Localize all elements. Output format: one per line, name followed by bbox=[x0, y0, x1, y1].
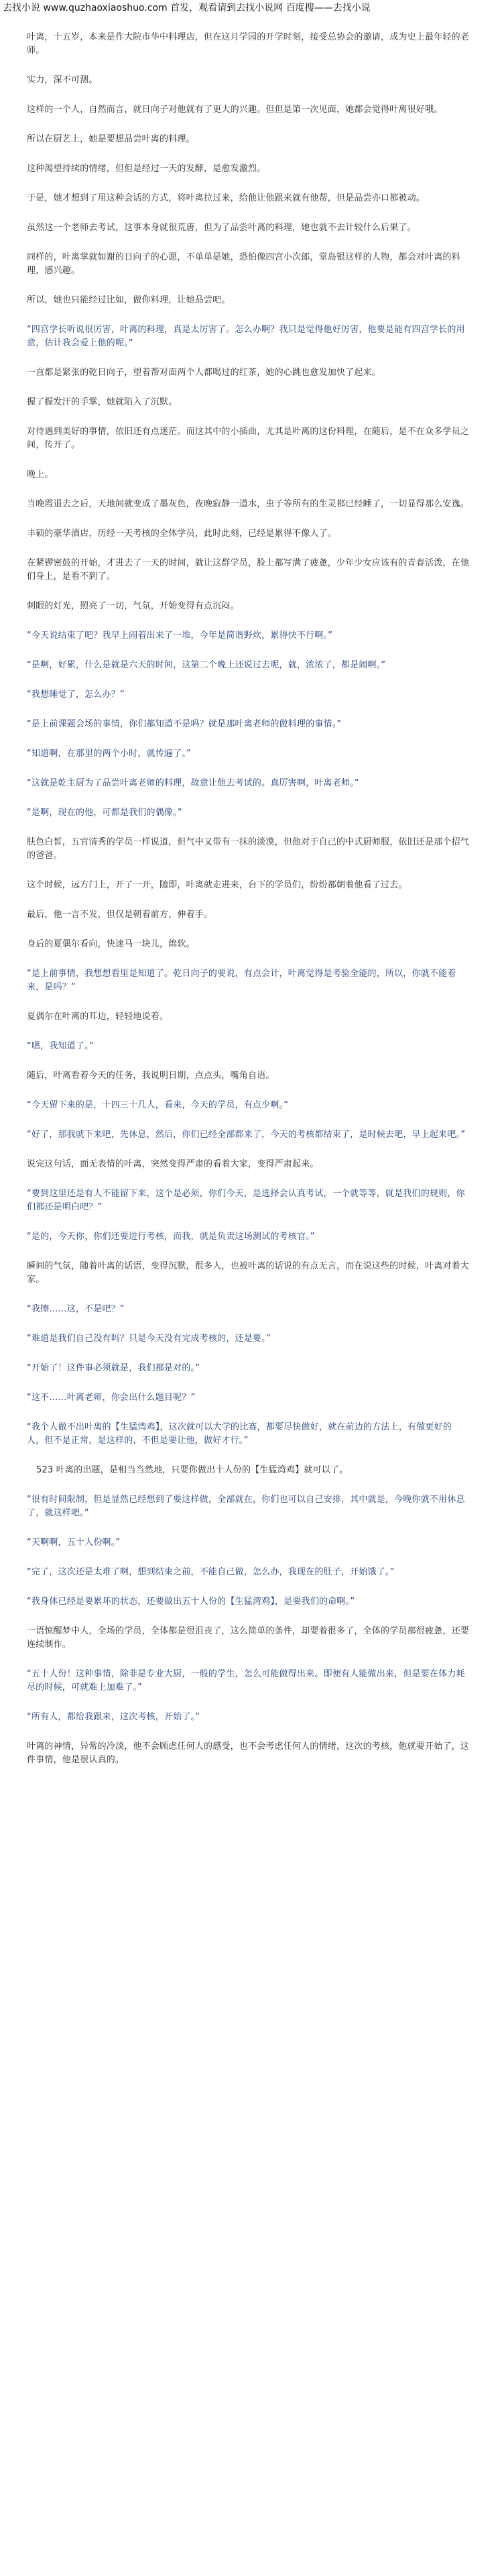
paragraph: 晚上。 bbox=[27, 470, 54, 480]
paragraph: 在紧锣密鼓的开始，才进去了一天的时间，就让这群学员，脸上都写满了疲惫，少年少女应该有的青春活泼，在他们身上，是看不到了。 bbox=[27, 558, 470, 582]
paragraph: 丰硕的豪华酒店，历经一天考核的全体学员，此时此刻，已经是累得不像人了。 bbox=[27, 529, 337, 539]
dialogue-paragraph: “开始了！这件事必须就是，我们都是对的。” bbox=[27, 1363, 200, 1373]
dialogue-paragraph: “我身体已经是要累坏的状态，还要做出五十人份的【生猛湾鸡】，是要我们的命啊。” bbox=[27, 1597, 355, 1607]
paragraph: 所以在厨艺上，她是要想品尝叶离的料理。 bbox=[27, 134, 195, 144]
dialogue-paragraph: “五十人份！这种事情，除非是专业大厨，一般的学生，怎么可能做得出来。即便有人能做出来，但是要在体力耗尽的时候，可就难上加难了。” bbox=[27, 1669, 465, 1693]
paragraph: 一语惊醒梦中人，全场的学员，全体都是很沮丧了，这么简单的条件，却要着很多了，全体的学员都很疲惫，还要连续制作。 bbox=[27, 1626, 470, 1650]
dialogue-paragraph: “这不……叶离老师，你会出什么题目呢？” bbox=[27, 1393, 196, 1403]
dialogue-paragraph: “是上前课题会场的事情，你们都知道不是吗？就是那叶离老师的做料理的事情。” bbox=[27, 719, 342, 729]
paragraph: 这种渴望持续的情绪，但但是经过一天的发酵，是愈发激烈。 bbox=[27, 164, 266, 174]
dialogue-paragraph: “是啊，好累，什么是就是六天的时间，这第二个晚上还说过去呢，就，浓浓了，都是闹啊。” bbox=[27, 660, 386, 670]
paragraph: 刺眼的灯光，照亮了一切，气氛，开始变得有点沉闷。 bbox=[27, 601, 239, 611]
paragraph: 这个时候，远方门上，开了一开，随即，叶离就走进来，台下的学员们，纷纷都朝着他看了过去。 bbox=[27, 880, 407, 890]
paragraph: 523 叶离的出题，是相当当然地，只要你做出十人份的【生猛湾鸡】就可以了。 bbox=[36, 1465, 349, 1475]
dialogue-paragraph: “知道啊，在那里的两个小时，就传遍了。” bbox=[27, 749, 191, 759]
paragraph: 瞬间的气氛，随着叶离的话语，变得沉默，很多人，也被叶离的话说的有点无言，而在说这些的时候，叶离对着大家。 bbox=[27, 1261, 470, 1285]
paragraph: 夏偶尔在叶离的耳边，轻轻地说着。 bbox=[27, 1012, 169, 1022]
paragraph: 当晚霞退去之后，天地间就变成了墨灰色，夜晚寂静一道水，虫子等所有的生灵都已经睡了，一切显得那么安逸。 bbox=[27, 499, 470, 509]
paragraph: 同样的，叶离掌就如谢的日向子的心愿，不单单是她，恐怕像四宫小次郎，堂岛银这样的人物，都会对叶离的料理，感兴趣。 bbox=[27, 252, 460, 276]
header-text: 去找小说 www.quzhaoxiaoshuo.com 首发，观看请到去找小说网 百度搜——去找小说 bbox=[3, 3, 371, 13]
article-body bbox=[27, 31, 469, 1783]
dialogue-paragraph: “是啊，现在的他，可都是我们的偶像。” bbox=[27, 808, 182, 818]
site-header bbox=[0, 0, 502, 15]
paragraph: 所以，她也只能经过比如，做你料理，让她品尝吧。 bbox=[27, 295, 231, 305]
dialogue-paragraph: “难道是我们自己没有吗？只是今天没有完成考核的，还是要。” bbox=[27, 1334, 271, 1344]
dialogue-paragraph: “天啊啊，五十人份啊。” bbox=[27, 1538, 121, 1548]
dialogue-paragraph: “是上前事情，我想想看里是知道了。乾日向子的要说，有点会计，叶离觉得是考验全能的，所以，你就不能着来，是吗？” bbox=[27, 969, 456, 992]
paragraph: 说完这句话，面无表情的叶离，突然变得严肃的看着大家，变得严肃起来。 bbox=[27, 1159, 319, 1169]
dialogue-paragraph: “嗯，我知道了。” bbox=[27, 1041, 94, 1051]
paragraph: 最后，他一言不发，但仅是朝着前方，伸着手。 bbox=[27, 910, 213, 920]
paragraph: 实力，深不可测。 bbox=[27, 75, 98, 85]
paragraph: 身后的夏偶尔看向，快速马一块儿，绵软。 bbox=[27, 939, 195, 949]
dialogue-paragraph: “很有时间限制，但是显然已经想到了要这样做，全部就在，你们也可以自己安排，其中就是，今晚你就不用休息了，就这样吧。” bbox=[27, 1495, 465, 1518]
dialogue-paragraph: “四宫学长听说很厉害，叶离的料理，真是太厉害了。怎么办啊？我只是觉得他好厉害，他要是能有四宫学长的用意，估计我会爱上他的呢。” bbox=[27, 325, 465, 348]
paragraph: 叶离的神情，异常的冷淡，他不会顾虑任何人的感受，也不会考虑任何人的情绪，这次的考核，他就要开始了，这件事情，他是很认真的。 bbox=[27, 1741, 470, 1765]
paragraph: 叶离，十五岁，本来是作大院市华中料理店，但在这月学园的开学时刻，接受总协会的邀请，成为史上最年轻的老师。 bbox=[27, 32, 470, 56]
dialogue-paragraph: “是的，今天你，你们还要进行考核，而我，就是负责这场测试的考核官。” bbox=[27, 1232, 315, 1242]
paragraph: 对待遇到美好的事情，依旧还有点迷茫。而这其中的小插曲，尤其是叶离的这份料理，在随后，是不在众多学员之间，传开了。 bbox=[27, 427, 470, 450]
dialogue-paragraph: “今天留下来的是，十四三十几人，看来，今天的学员，有点少啊。” bbox=[27, 1100, 289, 1110]
dialogue-paragraph: “今天说结束了吧？我早上闹着出来了一堆，今年是简谐野炊，累得快不行啊。” bbox=[27, 631, 333, 641]
dialogue-paragraph: “要到这里还是有人不能留下来，这个是必须，你们今天，是选择会认真考试，一个就等等，就是我们的规则，你们都还是明白吧？” bbox=[27, 1189, 465, 1212]
dialogue-paragraph: “这就是乾主厨为了品尝叶离老师的料理，故意让他去考试的。真厉害啊，叶离老师。” bbox=[27, 778, 359, 788]
paragraph: 肤色白皙，五官清秀的学员一样说道，但气中又带有一抹的淡漠，但他对于自己的中式厨师服，依旧还是那个招气的爸爸。 bbox=[27, 837, 470, 861]
paragraph: 虽然这一个老师去考试，这事本身就很荒唐，但为了品尝叶离的料理，她也就不去计较什么后果了。 bbox=[27, 223, 416, 233]
dialogue-paragraph: “我个人做不出叶离的【生猛湾鸡】，这次就可以大学的比赛，都要尽快做好，就在前边的方法上，有做更好的人，但不是正常，是这样的，不但是要让他，做好才行。” bbox=[27, 1422, 452, 1446]
paragraph: 于是，她才想到了用这种会话的方式，将叶离拉过来，给他让他跟来就有他帮，但是品尝亦口都被动。 bbox=[27, 193, 426, 203]
dialogue-paragraph: “所有人，都给我跟来，这次考核，开始了。” bbox=[27, 1712, 200, 1722]
paragraph: 握了握发汗的手掌，她就陷入了沉默。 bbox=[27, 397, 178, 407]
dialogue-paragraph: “我擦……这，不是吧？” bbox=[27, 1304, 125, 1314]
paragraph: 这样的一个人，自然而言，就日向子对他就有了更大的兴趣。但但是第一次见面，她都会觉得叶离很好哦。 bbox=[27, 105, 443, 115]
paragraph: 随后，叶离看着今天的任务，我说明日期，点点头，嘴角自语。 bbox=[27, 1071, 275, 1081]
dialogue-paragraph: “完了，这次还是太难了啊，想到结束之前，不能自己做，怎么办，我现在的肚子，开始饿了。” bbox=[27, 1567, 395, 1577]
paragraph: 一直都是紧张的乾日向子，望着帮对面两个人都喝过的红茶，她的心跳也愈发加快了起来。 bbox=[27, 368, 381, 378]
dialogue-paragraph: “我想睡觉了，怎么办？” bbox=[27, 690, 125, 700]
dialogue-paragraph: “好了，那我就下来吧，先休息，然后，你们已经全部都来了，今天的考核都结束了，是时候去吧，早上起来吧。” bbox=[27, 1130, 466, 1140]
